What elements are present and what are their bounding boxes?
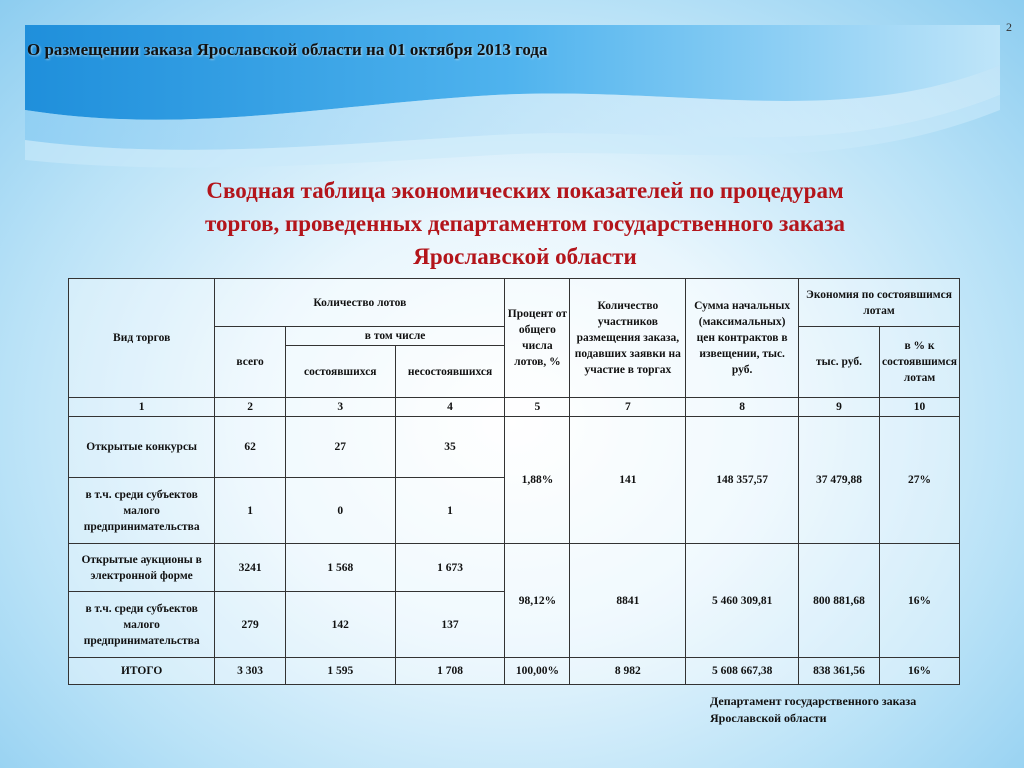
cell-nesost: 137 (395, 592, 505, 658)
row-name: Открытые аукционы в электронной форме (69, 544, 215, 592)
row-name: в т.ч. среди субъектов малого предпринимательства (69, 592, 215, 658)
cell-sost: 1 595 (285, 658, 395, 685)
cell-vsego: 3 303 (215, 658, 286, 685)
footer-line: Ярославской области (710, 711, 827, 725)
cell-sost: 1 568 (285, 544, 395, 592)
column-number: 8 (686, 398, 799, 417)
header-procent: Процент от общего числа лотов, % (505, 279, 570, 398)
column-number: 4 (395, 398, 505, 417)
column-number: 2 (215, 398, 286, 417)
cell-summa: 5 608 667,38 (686, 658, 799, 685)
row-name: Открытые конкурсы (69, 417, 215, 478)
cell-vsego: 279 (215, 592, 286, 658)
header-nesostoyavshikhsya: несостоявшихся (395, 346, 505, 398)
cell-procent: 100,00% (505, 658, 570, 685)
total-row (69, 658, 960, 685)
row-name: ИТОГО (69, 658, 215, 685)
table-row (69, 544, 960, 592)
header-vid-torgov: Вид торгов (69, 279, 215, 398)
cell-ekonomiya-tys: 838 361,56 (798, 658, 879, 685)
cell-ekonomiya-pct: 16% (880, 658, 960, 685)
header-title: О размещении заказа Ярославской области на 01 октября 2013 года (27, 40, 548, 59)
cell-summa: 148 357,57 (686, 417, 799, 544)
page-number: 2 (1006, 20, 1012, 34)
header-ekonomiya: Экономия по состоявшимся лотам (798, 279, 959, 327)
main-title-line: торгов, проведенных департаментом государственного заказа (204, 211, 846, 236)
column-number: 1 (69, 398, 215, 417)
row-name: в т.ч. среди субъектов малого предпринимательства (69, 478, 215, 544)
cell-uchastniki: 8 982 (570, 658, 686, 685)
cell-summa: 5 460 309,81 (686, 544, 799, 658)
main-title (100, 174, 950, 273)
column-number: 5 (505, 398, 570, 417)
cell-ekonomiya-tys: 37 479,88 (798, 417, 879, 544)
cell-sost: 0 (285, 478, 395, 544)
cell-ekonomiya-tys: 800 881,68 (798, 544, 879, 658)
cell-nesost: 1 (395, 478, 505, 544)
header-kolichestvo-lotov: Количество лотов (215, 279, 505, 327)
column-number: 3 (285, 398, 395, 417)
cell-ekonomiya-pct: 16% (880, 544, 960, 658)
summary-table (68, 278, 960, 685)
main-title-line: Сводная таблица экономических показателей по процедурам (206, 178, 844, 203)
table-row (69, 417, 960, 478)
footer-line: Департамент государственного заказа (710, 694, 917, 708)
cell-vsego: 62 (215, 417, 286, 478)
header-v-procentakh: в % к состоявшимся лотам (880, 327, 960, 398)
cell-vsego: 1 (215, 478, 286, 544)
footer-note (710, 693, 916, 727)
header-sostoyavshikhsya: состоявшихся (285, 346, 395, 398)
cell-sost: 27 (285, 417, 395, 478)
header-tys-rub: тыс. руб. (798, 327, 879, 398)
header-uchastniki: Количество участников размещения заказа, подавших заявки на участие в торгах (570, 279, 686, 398)
header-vsego: всего (215, 327, 286, 398)
cell-uchastniki: 141 (570, 417, 686, 544)
column-number-row (69, 398, 960, 417)
cell-nesost: 1 708 (395, 658, 505, 685)
cell-nesost: 35 (395, 417, 505, 478)
cell-uchastniki: 8841 (570, 544, 686, 658)
cell-ekonomiya-pct: 27% (880, 417, 960, 544)
cell-procent: 1,88% (505, 417, 570, 544)
header-v-tom-chisle: в том числе (285, 327, 505, 346)
header-summa: Сумма начальных (максимальных) цен контрактов в извещении, тыс. руб. (686, 279, 799, 398)
column-number: 7 (570, 398, 686, 417)
cell-sost: 142 (285, 592, 395, 658)
main-title-line: Ярославской области (413, 244, 637, 269)
cell-procent: 98,12% (505, 544, 570, 658)
cell-nesost: 1 673 (395, 544, 505, 592)
cell-vsego: 3241 (215, 544, 286, 592)
column-number: 9 (798, 398, 879, 417)
column-number: 10 (880, 398, 960, 417)
